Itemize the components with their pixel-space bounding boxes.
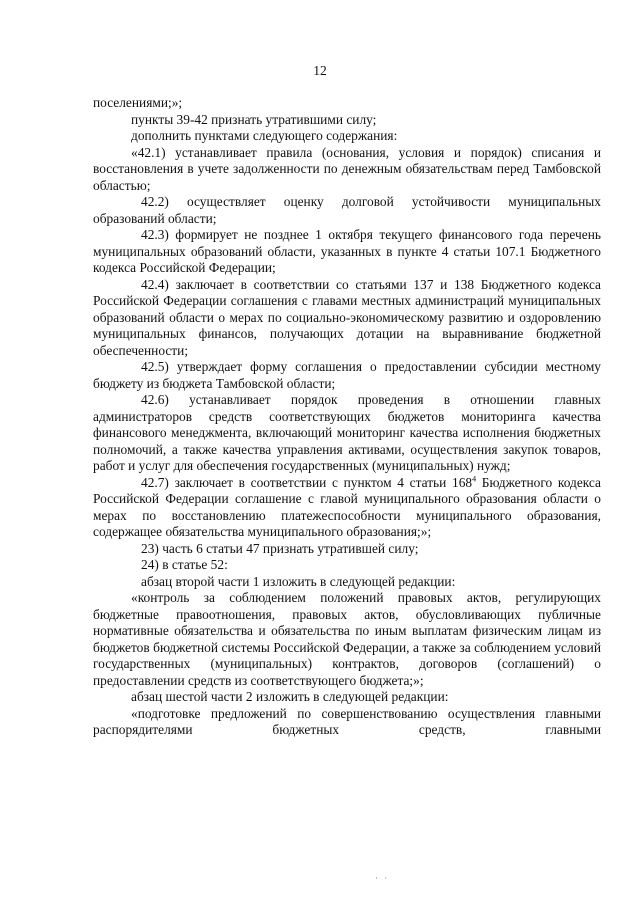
paragraph: абзац шестой части 2 изложить в следующей редакции: xyxy=(131,689,449,704)
paragraph: абзац второй части 1 изложить в следующей редакции: xyxy=(141,573,456,589)
paragraph: 42.2) осуществляет оценку долговой устойчивости муниципальных образований области; xyxy=(93,194,601,226)
paragraph: поселениями;»; xyxy=(93,95,183,110)
document-body xyxy=(93,95,601,739)
paragraph-with-superscript xyxy=(93,475,601,541)
paragraph: 42.4) заключает в соответствии со статьями 137 и 138 Бюджетного кодекса Российской Федерации соглашения с главами местных администраций муниципальных образований области о мерах по социально-экономическому развитию и оздоровлению муниципальных финансов, получающих дотации на выравнивание бюджетной обеспеченности; xyxy=(93,276,601,358)
page-number: 12 xyxy=(313,63,327,78)
paragraph: 42.6) устанавливает порядок проведения в отношении главных администраторов средств соответствующих бюджетов мониторинга качества финансового менеджмента, включающий мониторинг качества исполнения бюджетных полномочий, а также качества управления активами, осуществления закупок товаров, работ и услуг для обеспечения государственных (муниципальных) нужд; xyxy=(93,392,601,473)
paragraph: 23) часть 6 статьи 47 признать утратившей силу; xyxy=(141,540,419,556)
superscript: 4 xyxy=(472,474,477,484)
paragraph-text: 42.7) заключает в соответствии с пунктом 4 статьи 168 xyxy=(141,474,473,490)
scan-artifact: · · xyxy=(375,873,390,883)
paragraph: «контроль за соблюдением положений правовых актов, регулирующих бюджетные правоотношения, правовых актов, обусловливающих публичные нормативные обязательства и обязательства по иным выплатам физическим лицам из бюджетов бюджетной системы Российской Федерации, а также за соблюдением условий государственных (муниципальных) контрактов, договоров (соглашений) о предоставлении средств из соответствующего бюджета;»; xyxy=(93,590,601,688)
paragraph: 42.3) формирует не позднее 1 октября текущего финансового года перечень муниципальных образований области, указанных в пункте 4 статьи 107.1 Бюджетного кодекса Российской Федерации; xyxy=(93,227,601,275)
paragraph-text: Бюджетного кодекса Российской Федерации соглашение с главой муниципального образования области о мерах по восстановлению платежеспособности муниципального образования, содержащее обязательства муниципального образования;»; xyxy=(93,474,601,539)
paragraph: 24) в статье 52: xyxy=(141,557,228,572)
paragraph: «подготовке предложений по совершенствованию осуществления главными распорядителями бюджетных средств, главными xyxy=(93,705,601,737)
paragraph: «42.1) устанавливает правила (основания, условия и порядок) списания и восстановления в учете задолженности по денежным обязательствам перед Тамбовской областью; xyxy=(93,144,601,193)
paragraph: 42.5) утверждает форму соглашения о предоставлении субсидии местному бюджету из бюджета Тамбовской области; xyxy=(93,359,601,391)
paragraph: пункты 39-42 признать утратившими силу; xyxy=(131,111,377,127)
paragraph: дополнить пунктами следующего содержания: xyxy=(131,128,398,143)
